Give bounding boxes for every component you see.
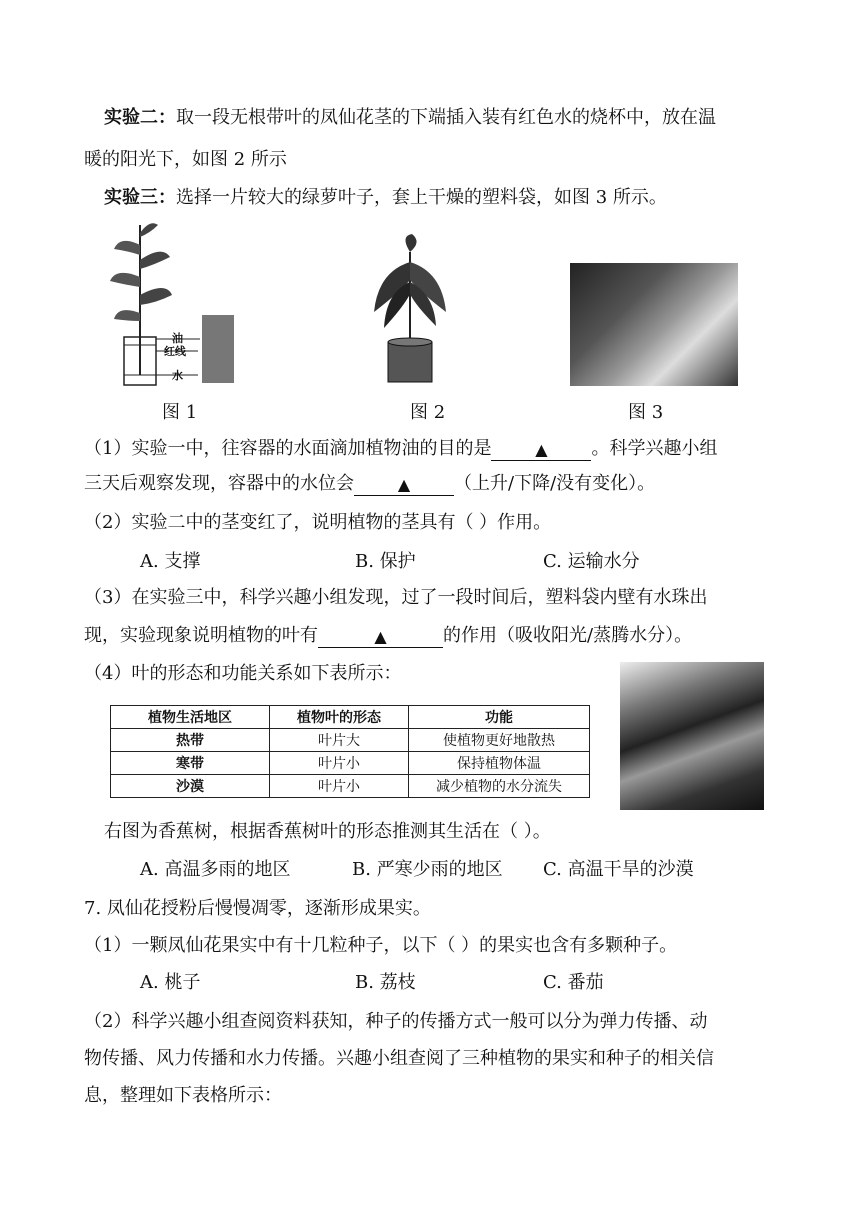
- table-cell: 叶片小: [270, 752, 409, 775]
- q7-title: 7. 凤仙花授粉后慢慢凋零，逐渐形成果实。: [84, 898, 431, 919]
- table-row: [111, 752, 590, 775]
- q4-option-b: B. 严寒少雨的地区: [352, 859, 503, 880]
- table-header: 植物生活地区: [111, 706, 270, 729]
- fig1-label-oil: 油: [172, 332, 183, 345]
- q1-text-part2: 。科学兴趣小组: [591, 438, 718, 459]
- table-cell: 使植物更好地散热: [409, 729, 590, 752]
- q7-sub1-option-c: C. 番茄: [543, 972, 604, 993]
- q1-blank-1: ▲: [491, 438, 591, 461]
- q7-sub2-line2: 物传播、风力传播和水力传播。兴趣小组查阅了三种植物的果实和种子的相关信: [84, 1048, 714, 1069]
- q3-blank: ▲: [318, 625, 443, 648]
- q2-option-a: A. 支撑: [140, 551, 201, 572]
- exp3-text: 选择一片较大的绿萝叶子，套上干燥的塑料袋，如图 3 所示。: [176, 187, 667, 208]
- exp2-text-line2: 暖的阳光下，如图 2 所示: [84, 149, 287, 170]
- table-cell: 热带: [111, 729, 270, 752]
- table-cell: 减少植物的水分流失: [409, 775, 590, 798]
- q2-option-c: C. 运输水分: [543, 551, 640, 572]
- q2-option-b: B. 保护: [355, 551, 416, 572]
- table-cell: 叶片小: [270, 775, 409, 798]
- exp3-label: 实验三：: [104, 187, 176, 208]
- q1-line2-part2: （上升/下降/没有变化）。: [454, 473, 656, 494]
- fig1-label-redline: 红线: [164, 345, 186, 358]
- q3-line2-part2: 的作用（吸收阳光/蒸腾水分）。: [443, 625, 693, 646]
- fig3-caption: 图 3: [628, 402, 664, 423]
- table-header-row: [111, 706, 590, 729]
- q4-question: 右图为香蕉树，根据香蕉树叶的形态推测其生活在（ ）。: [104, 821, 551, 842]
- q7-sub2-line3: 息，整理如下表格所示：: [84, 1085, 282, 1106]
- fig1-label-water: 水: [172, 369, 183, 382]
- fig1-caption: 图 1: [162, 402, 198, 423]
- q1-blank-2: ▲: [354, 473, 454, 496]
- leaf-function-table: [110, 705, 590, 798]
- figure-3-photo: [570, 263, 738, 386]
- q7-sub2-line1: （2）科学兴趣小组查阅资料获知，种子的传播方式一般可以分为弹力传播、动: [84, 1011, 708, 1032]
- table-cell: 保持植物体温: [409, 752, 590, 775]
- table-header: 功能: [409, 706, 590, 729]
- q3-line2-part1: 现，实验现象说明植物的叶有: [84, 625, 318, 646]
- exp2-label: 实验二：: [104, 107, 176, 128]
- q7-sub1: （1）一颗凤仙花果实中有十几粒种子，以下（ ）的果实也含有多颗种子。: [84, 935, 678, 956]
- q4-intro: （4）叶的形态和功能关系如下表所示：: [84, 663, 402, 684]
- figure-1-illustration: [110, 215, 240, 390]
- q1-line2-part1: 三天后观察发现，容器中的水位会: [84, 473, 354, 494]
- banana-tree-photo: [620, 662, 764, 810]
- table-cell: 沙漠: [111, 775, 270, 798]
- q4-option-c: C. 高温干旱的沙漠: [543, 859, 694, 880]
- q3-line1: （3）在实验三中，科学兴趣小组发现，过了一段时间后，塑料袋内壁有水珠出: [84, 587, 708, 608]
- q4-option-a: A. 高温多雨的地区: [140, 859, 291, 880]
- q7-sub1-option-b: B. 荔枝: [355, 972, 416, 993]
- table-cell: 叶片大: [270, 729, 409, 752]
- q2-text: （2）实验二中的茎变红了，说明植物的茎具有（ ）作用。: [84, 512, 552, 533]
- table-row: [111, 775, 590, 798]
- q1-text-part1: （1）实验一中，往容器的水面滴加植物油的目的是: [84, 438, 492, 459]
- table-cell: 寒带: [111, 752, 270, 775]
- exp2-text-line1: 取一段无根带叶的凤仙花茎的下端插入装有红色水的烧杯中，放在温: [176, 107, 716, 128]
- q7-sub1-option-a: A. 桃子: [140, 972, 201, 993]
- figure-2-illustration: [370, 232, 450, 387]
- fig2-caption: 图 2: [410, 402, 446, 423]
- table-row: [111, 729, 590, 752]
- table-header: 植物叶的形态: [270, 706, 409, 729]
